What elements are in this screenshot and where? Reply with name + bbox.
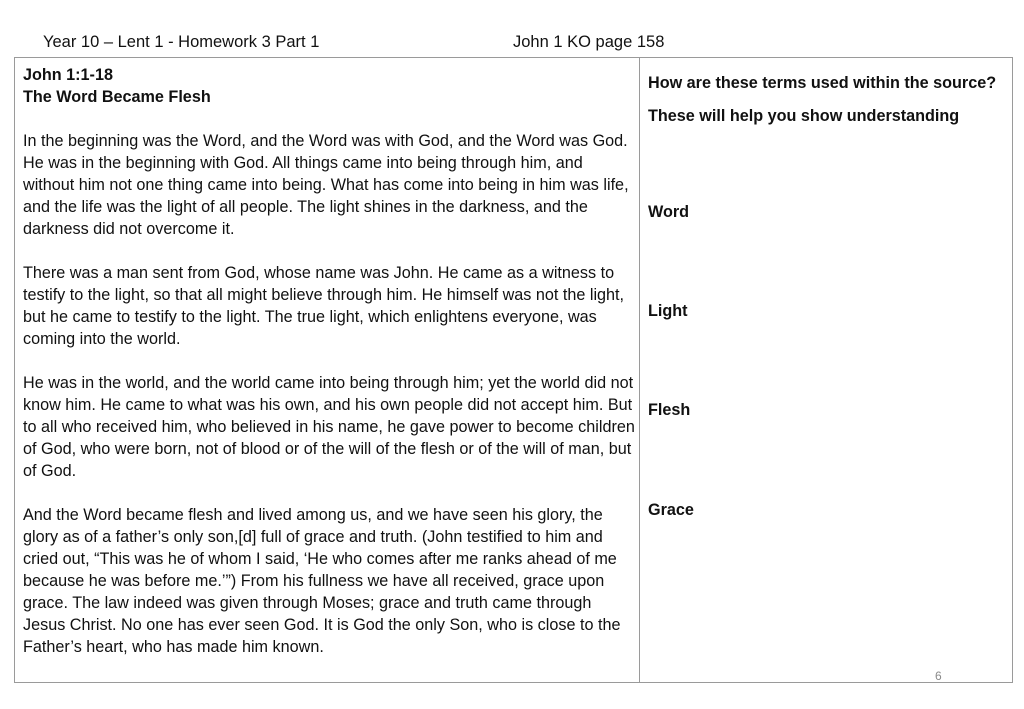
terms-cell	[648, 67, 998, 519]
term-grace: Grace	[648, 501, 694, 519]
passage-paragraph: And the Word became flesh and lived among us, and we have seen his glory, the glory as of a father’s only son,[d] full of grace and truth. (John testified to him and cried out, “This was he of whom I said, ‘He who comes after me ranks ahead of me because he was before me.’”) From his fullness we have all received, grace upon grace. The law indeed was given through Moses; grace and truth came through Jesus Christ. No one has ever seen God. It is God the only Son, who is close to the Father’s heart, who has made him known.	[23, 506, 621, 656]
passage-paragraph: He was in the world, and the world came into being through him; yet the world did not know him. He came to what was his own, and his own people did not accept him. But to all who received him, who believed in his name, he gave power to become children of God, who were born, not of blood or of the will of the flesh or of the will of man, but of God.	[23, 374, 635, 480]
header-left: Year 10 – Lent 1 - Homework 3 Part 1	[43, 33, 320, 51]
homework-table	[14, 57, 1013, 683]
header-right: John 1 KO page 158	[513, 33, 665, 51]
column-divider	[639, 58, 640, 682]
passage-paragraph: In the beginning was the Word, and the Word was with God, and the Word was God. He was in the beginning with God. All things came into being through him, and without him not one thing came into being. What has come into being in him was life, and the life was the light of all people. The light shines in the darkness, and the darkness did not overcome it.	[23, 132, 629, 238]
term-light: Light	[648, 302, 688, 320]
passage-paragraph: There was a man sent from God, whose name was John. He came as a witness to testify to the light, so that all might believe through him. He himself was not the light, but he came to testify to the light. The true light, which enlightens everyone, was coming into the world.	[23, 264, 625, 348]
term-word: Word	[648, 203, 690, 221]
passage-reference: John 1:1-18	[23, 66, 113, 84]
terms-prompt: How are these terms used within the source? These will help you show understanding	[648, 74, 997, 125]
passage-title: The Word Became Flesh	[23, 88, 211, 106]
term-flesh: Flesh	[648, 401, 691, 419]
page-number: 6	[935, 669, 942, 683]
passage-cell	[23, 64, 635, 658]
